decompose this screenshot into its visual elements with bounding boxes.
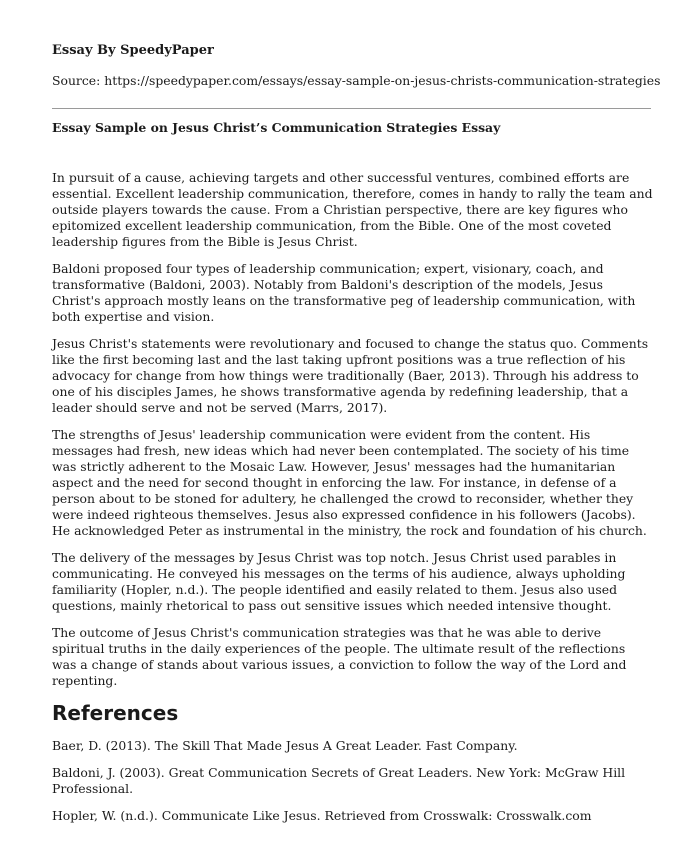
paragraph-5: The delivery of the messages by Jesus Christ was top notch. Jesus Christ used parables in communicating. He conveyed his messages on the terms of his audience, always upholding familiarity (Hopler, n.d.). The people identified and easily related to them. Jesus also used questions, mainly rhetorical to pass out sensitive issues which needed intensive thought. bbox=[52, 550, 626, 613]
paragraph-6: The outcome of Jesus Christ's communication strategies was that he was able to derive spiritual truths in the daily experiences of the people. The ultimate result of the reflections was a change of stands about various issues, a conviction to follow the way of the Lord and repenting. bbox=[52, 625, 627, 688]
essay-body bbox=[52, 170, 653, 835]
reference-item: Baer, D. (2013). The Skill That Made Jesus A Great Leader. Fast Company. bbox=[52, 738, 518, 753]
essay-title: Essay Sample on Jesus Christ’s Communication Strategies Essay bbox=[52, 120, 501, 135]
header-divider bbox=[52, 108, 651, 109]
reference-item: Baldoni, J. (2003). Great Communication Secrets of Great Leaders. New York: McGraw Hill Professional. bbox=[52, 765, 626, 796]
paragraph-1: In pursuit of a cause, achieving targets and other successful ventures, combined efforts are essential. Excellent leadership communication, therefore, comes in handy to rally the team and outside players towards the cause. From a Christian perspective, there are key figures who epitomized excellent leadership communication, from the Bible. One of the most coveted leadership figures from the Bible is Jesus Christ. bbox=[52, 170, 653, 249]
paragraph-3: Jesus Christ's statements were revolutionary and focused to change the status quo. Comments like the first becoming last and the last taking upfront positions was a true reflection of his advocacy for change from how things were traditionally (Baer, 2013). Through his address to one of his disciples James, he shows transformative agenda by redefining leadership, that a leader should serve and not be served (Marrs, 2017). bbox=[52, 336, 649, 415]
paragraph-4: The strengths of Jesus' leadership communication were evident from the content. His messages had fresh, new ideas which had never been contemplated. The society of his time was strictly adherent to the Mosaic Law. However, Jesus' messages had the humanitarian aspect and the need for second thought in enforcing the law. For instance, in defense of a person about to be stoned for adultery, he challenged the crowd to reconsider, whether they were indeed righteous themselves. Jesus also expressed confidence in his followers (Jacobs). He acknowledged Peter as instrumental in the ministry, the rock and foundation of his church. bbox=[52, 427, 647, 538]
paragraph-2: Baldoni proposed four types of leadership communication; expert, visionary, coach, and transformative (Baldoni, 2003). Notably from Baldoni's description of the models, Jesus Christ's approach mostly leans on the transformative peg of leadership communication, with both expertise and vision. bbox=[52, 261, 636, 324]
reference-item: Hopler, W. (n.d.). Communicate Like Jesus. Retrieved from Crosswalk: Crosswalk.com bbox=[52, 808, 592, 823]
source-url: Source: https://speedypaper.com/essays/essay-sample-on-jesus-christs-communication-strategies bbox=[52, 73, 661, 88]
references-heading: References bbox=[52, 701, 179, 725]
brand-title: Essay By SpeedyPaper bbox=[52, 43, 214, 58]
